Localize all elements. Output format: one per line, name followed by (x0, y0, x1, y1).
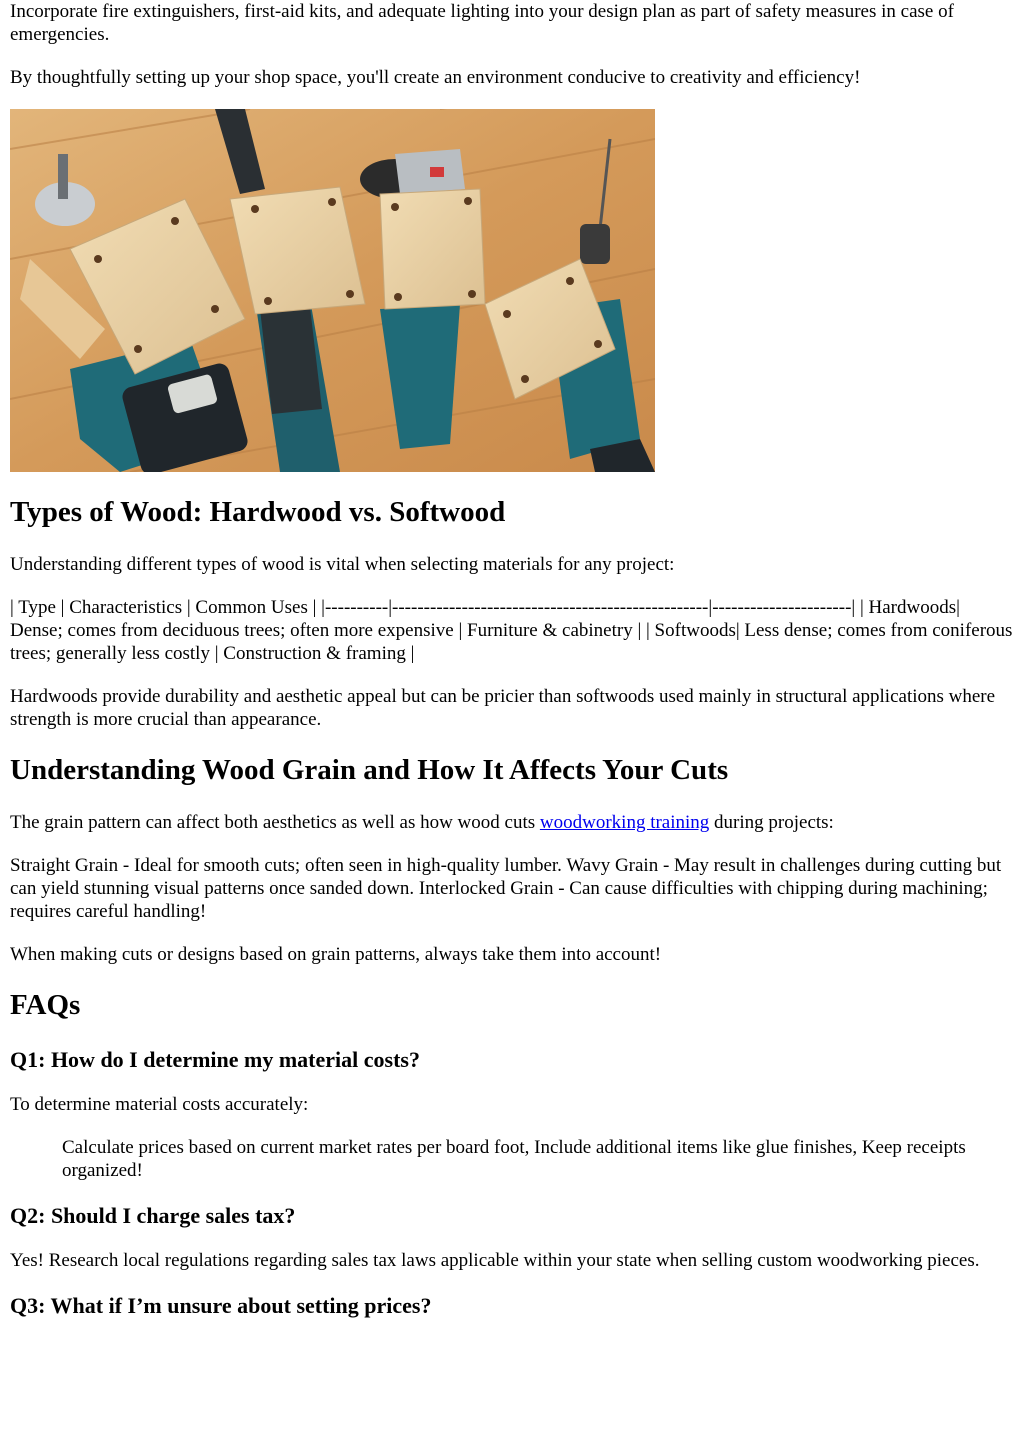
grain-note: When making cuts or designs based on grain patterns, always take them into account! (10, 944, 662, 965)
wood-types-intro: Understanding different types of wood is vital when selecting materials for any project: (10, 554, 675, 575)
wood-types-heading: Types of Wood: Hardwood vs. Softwood (10, 496, 506, 528)
safety-paragraph: Incorporate fire extinguishers, first-aid kits, and adequate lighting into your design plan as part of safety measures in case of emergencies. (10, 1, 954, 45)
woodworking-training-link[interactable]: woodworking training (539, 812, 710, 833)
faq-q1-answer-detail: Calculate prices based on current market rates per board foot, Include additional items like glue finishes, Keep receipts organized! (62, 1137, 966, 1181)
wood-types-summary: Hardwoods provide durability and aesthetic appeal but can be pricier than softwoods used mainly in structural applications where strength is more crucial than appearance. (10, 686, 996, 730)
faq-q2-question: Q2: Should I charge sales tax? (10, 1203, 296, 1228)
faq-q1-question: Q1: How do I determine my material costs? (10, 1047, 420, 1072)
grain-heading: Understanding Wood Grain and How It Affects Your Cuts (10, 754, 729, 786)
closing-paragraph: By thoughtfully setting up your shop space, you'll create an environment conducive to creativity and efficiency! (10, 67, 861, 88)
power-tools-photo (10, 109, 655, 472)
grain-intro-before: The grain pattern can affect both aesthetics as well as how wood cuts (10, 812, 540, 833)
grain-intro (10, 811, 1014, 834)
wood-types-table-text: | Type | Characteristics | Common Uses | |----------|--------------------------------------------------|----------------------| | Hardwoods| Dense; comes from deciduous trees; often more expensive | Furniture & cabinetry | | Softwoods| Less dense; comes from coniferous trees; generally less costly | Construction & framing | (10, 597, 1013, 664)
faq-q1-answer-intro: To determine material costs accurately: (10, 1094, 309, 1115)
faqs-heading: FAQs (10, 989, 81, 1021)
grain-details: Straight Grain - Ideal for smooth cuts; often seen in high-quality lumber. Wavy Grain - May result in challenges during cutting but can yield stunning visual patterns once sanded down. Interlocked Grain - Can cause difficulties with chipping during machining; requires careful handling! (10, 855, 1002, 922)
faq-q3-question: Q3: What if I’m unsure about setting prices? (10, 1293, 432, 1318)
faq-q2-answer: Yes! Research local regulations regarding sales tax laws applicable within your state when selling custom woodworking pieces. (10, 1250, 980, 1271)
grain-intro-after: during projects: (709, 812, 834, 833)
